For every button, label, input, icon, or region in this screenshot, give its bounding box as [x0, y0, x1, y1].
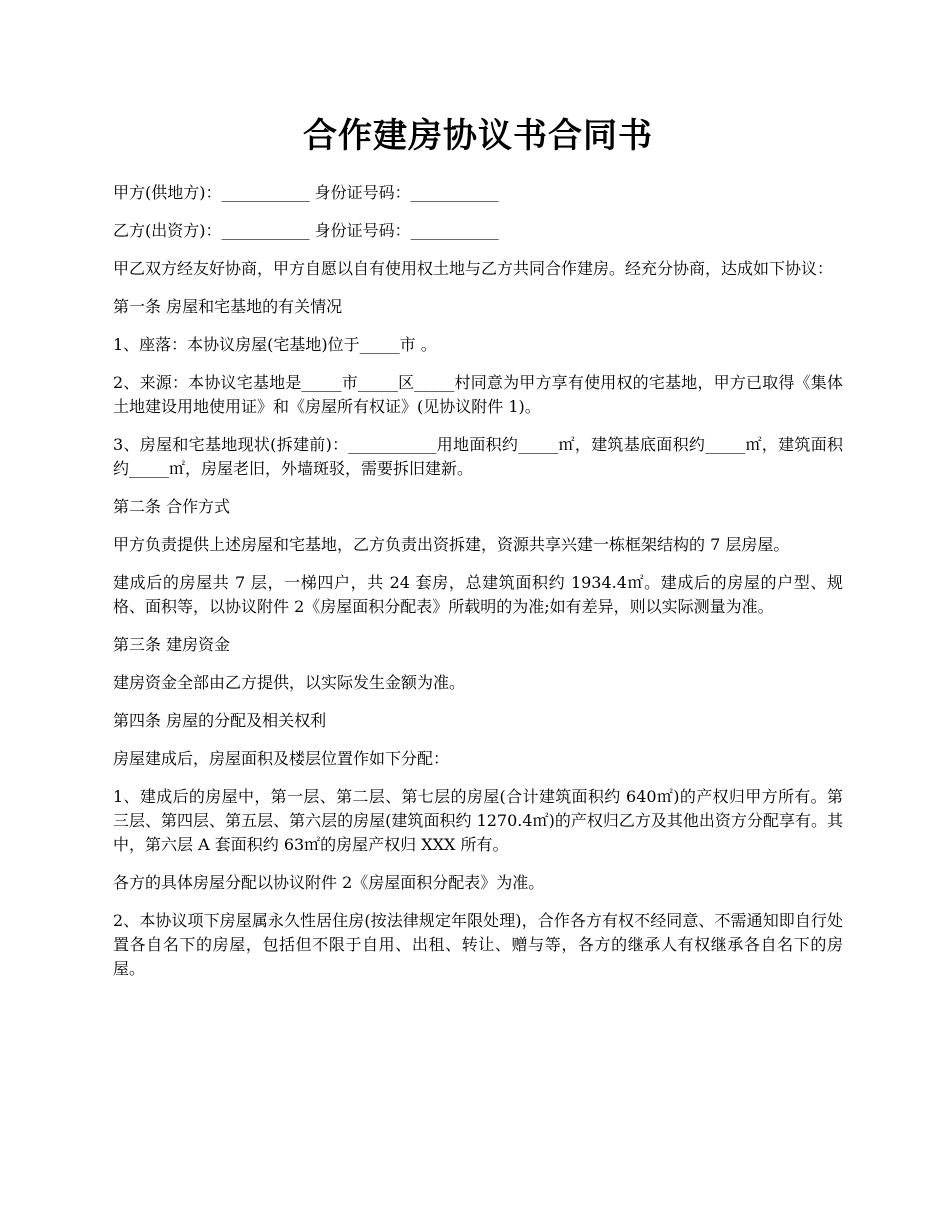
document-page	[113, 112, 843, 995]
article-2-paragraph-2: 建成后的房屋共 7 层，一梯四户，共 24 套房，总建筑面积约 1934.4㎡。建成后的房屋的户型、规格、面积等，以协议附件 2《房屋面积分配表》所载明的为准;如有差异，则以实际测量为准。	[113, 573, 843, 616]
party-b-line: 乙方(出资方)：___________ 身份证号码：___________	[113, 221, 499, 240]
article-4-clause-1: 1、建成后的房屋中，第一层、第二层、第七层的房屋(合计建筑面积约 640㎡)的产权归甲方所有。第三层、第四层、第五层、第六层的房屋(建筑面积约 1270.4㎡)的产权归乙方及其他出资方分配享有。其中，第六层 A 套面积约 63㎡的房屋产权归 XXX 所有。	[113, 787, 843, 854]
article-1-clause-3: 3、房屋和宅基地现状(拆建前)：___________用地面积约_____㎡，建筑基底面积约_____㎡，建筑面积约_____㎡，房屋老旧，外墙斑驳，需要拆旧建新。	[113, 435, 843, 478]
preamble-paragraph: 甲乙双方经友好协商，甲方自愿以自有使用权土地与乙方共同合作建房。经充分协商，达成如下协议：	[113, 259, 834, 278]
article-3-paragraph: 建房资金全部由乙方提供，以实际发生金额为准。	[113, 673, 466, 692]
article-4-intro: 房屋建成后，房屋面积及楼层位置作如下分配：	[113, 749, 450, 768]
article-3-heading: 第三条 建房资金	[113, 635, 231, 654]
article-4-clause-2: 2、本协议项下房屋属永久性居住房(按法律规定年限处理)，合作各方有权不经同意、不需通知即自行处置各自名下的房屋，包括但不限于自用、出租、转让、赠与等，各方的继承人有权继承各自名下的房屋。	[113, 911, 843, 978]
article-2-paragraph-1: 甲方负责提供上述房屋和宅基地，乙方负责出资拆建，资源共享兴建一栋框架结构的 7 层房屋。	[113, 535, 790, 554]
article-2-heading: 第二条 合作方式	[113, 497, 231, 516]
article-4-allocation-note: 各方的具体房屋分配以协议附件 2《房屋面积分配表》为准。	[113, 873, 545, 892]
article-4-heading: 第四条 房屋的分配及相关权利	[113, 711, 327, 730]
document-title: 合作建房协议书合同书	[303, 116, 653, 156]
article-1-clause-2: 2、来源：本协议宅基地是_____市_____区_____村同意为甲方享有使用权的宅基地，甲方已取得《集体土地建设用地使用证》和《房屋所有权证》(见协议附件 1)。	[113, 373, 843, 416]
party-a-line: 甲方(供地方)：___________ 身份证号码：___________	[113, 183, 499, 202]
article-1-heading: 第一条 房屋和宅基地的有关情况	[113, 297, 343, 316]
article-1-clause-1: 1、座落：本协议房屋(宅基地)位于_____市 。	[113, 335, 437, 354]
